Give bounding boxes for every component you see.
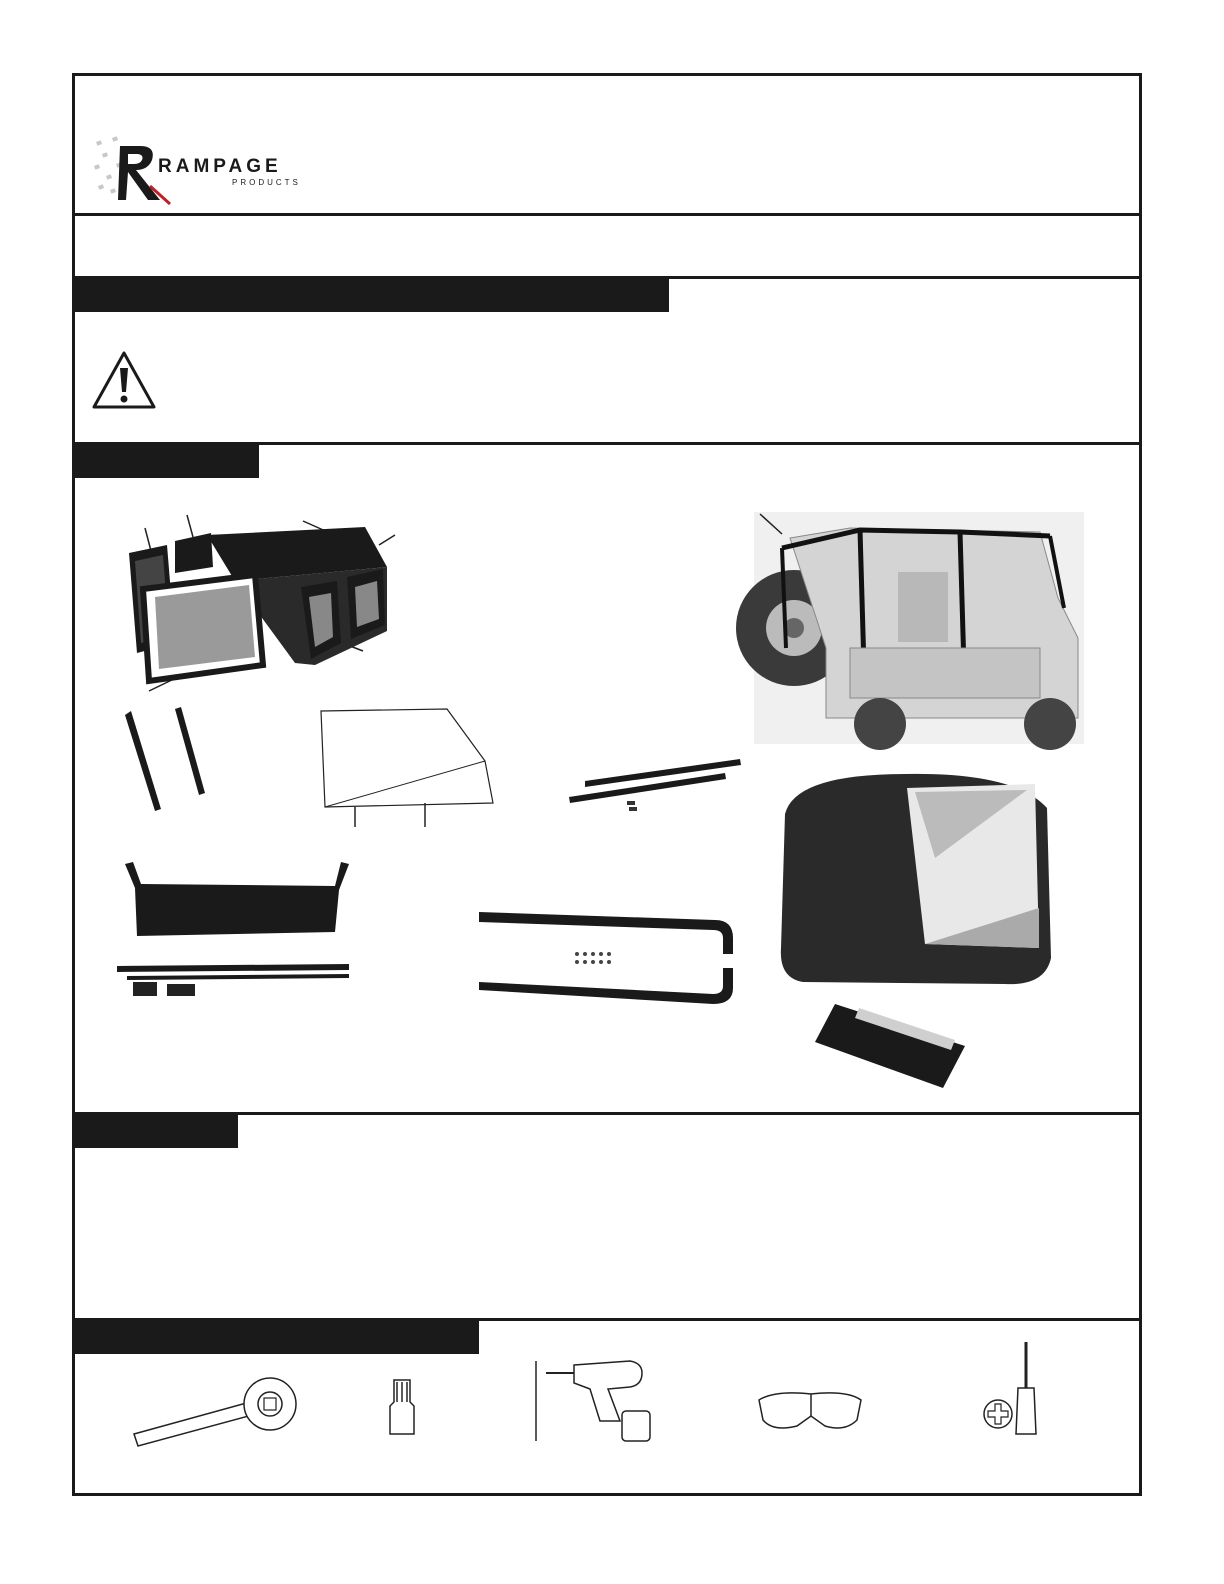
storage-bag-photo <box>775 768 1055 1103</box>
warning-triangle-icon <box>91 350 157 415</box>
header <box>75 76 1139 213</box>
divider <box>75 213 1139 216</box>
section-bar-tools <box>75 1321 479 1354</box>
phillips-screwdriver-icon <box>980 1338 1048 1443</box>
logo-brand-text: RAMPAGE <box>158 156 282 177</box>
rampage-logo <box>90 128 330 208</box>
parts-illustrations <box>75 478 1139 1112</box>
soft-top-illustration <box>115 503 405 698</box>
side-rails-kit <box>475 908 735 1033</box>
section-bar-safety <box>75 279 669 312</box>
page-frame <box>72 73 1142 1496</box>
logo-sub-text: PRODUCTS <box>232 178 301 187</box>
jeep-frame-photo <box>730 508 1085 753</box>
door-surround-bars <box>115 703 225 818</box>
tailgate-bar-kit <box>113 858 353 1003</box>
section-bar-notes <box>75 1115 238 1148</box>
section-bar-contents <box>75 445 259 478</box>
power-drill-icon <box>530 1351 660 1446</box>
retainer-channels <box>565 753 745 828</box>
torx-bit-icon <box>387 1378 417 1443</box>
windshield-header-drawing <box>315 703 495 833</box>
ratchet-wrench-icon <box>130 1374 302 1453</box>
safety-glasses-icon <box>755 1386 865 1441</box>
